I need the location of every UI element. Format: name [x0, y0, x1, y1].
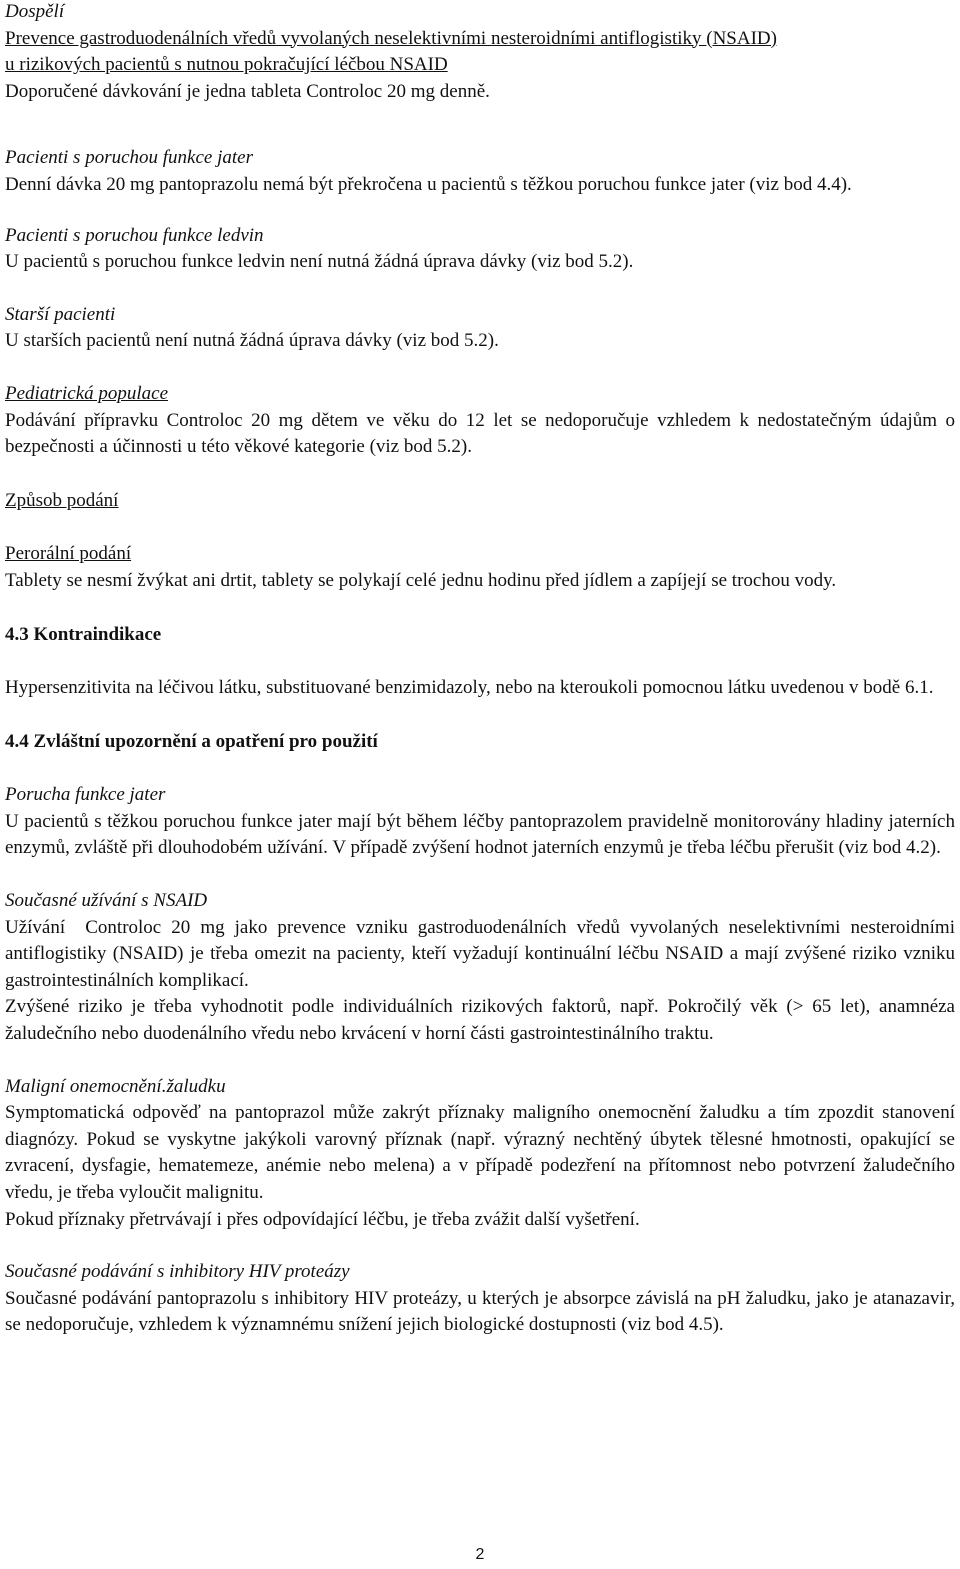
- document-page: [5, 0, 960, 1339]
- liver-heading: Pacienti s poruchou funkce jater: [5, 147, 253, 169]
- kidney-heading: Pacienti s poruchou funkce ledvin: [5, 224, 264, 246]
- nsaid-heading: Současné užívání s NSAID: [5, 890, 208, 912]
- warnings-heading: 4.4 Zvláštní upozornění a opatření pro použití: [5, 730, 378, 752]
- elderly-heading: Starší pacienti: [5, 303, 116, 325]
- oral-text: Tablety se nesmí žvýkat ani drtit, tablety se polykají celé jednu hodinu před jídlem a zapíjejí se trochou vody.: [5, 569, 837, 591]
- pediatric-text: Podávání přípravku Controloc 20 mg dětem ve věku do 12 let se nedoporučuje vzhledem k nedostatečným údajům o bezpečnosti a účinnosti u této věkové kategorie (viz bod 5.2).: [5, 409, 955, 458]
- prevention-title-line-2: u rizikových pacientů s nutnou pokračující léčbou NSAID: [5, 54, 448, 76]
- liver-text: Denní dávka 20 mg pantoprazolu nemá být překročena u pacientů s těžkou poruchou funkce jater (viz bod 4.4).: [5, 173, 852, 195]
- contraindications-heading: 4.3 Kontraindikace: [5, 623, 162, 645]
- hiv-text: Současné podávání pantoprazolu s inhibitory HIV proteázy, u kterých je absorpce závislá na pH žaludku, jako je atanazavir, se nedoporučuje, vzhledem k významnému snížení jejich biologické dostupnosti (viz bod 4.5).: [5, 1287, 955, 1336]
- nsaid-text-1: Užívání Controloc 20 mg jako prevence vzniku gastroduodenálních vředů vyvolaných neselektivními nesteroidními antiflogistiky (NSAID) je třeba omezit na pacienty, kteří vyžadují kontinuální léčbu NSAID a mají zvýšené riziko vzniku gastrointestinálních komplikací.: [5, 916, 960, 991]
- hiv-heading: Současné podávání s inhibitory HIV proteázy: [5, 1261, 350, 1283]
- adults-dosage: Doporučené dávkování je jedna tableta Controloc 20 mg denně.: [5, 80, 490, 102]
- adults-heading: Dospělí: [5, 1, 65, 22]
- prevention-title-line-1: Prevence gastroduodenálních vředů vyvolaných neselektivními nesteroidními antiflogistiky (NSAID): [5, 27, 777, 49]
- page-number: 2: [475, 1546, 485, 1563]
- kidney-text: U pacientů s poruchou funkce ledvin není nutná žádná úprava dávky (viz bod 5.2).: [5, 251, 634, 273]
- malign-heading: Maligní onemocnění.žaludku: [5, 1075, 226, 1097]
- pediatric-heading: Pediatrická populace: [5, 382, 169, 404]
- malign-text-1: Symptomatická odpověď na pantoprazol může zakrýt příznaky maligního onemocnění žaludku a tím zpozdit stanovení diagnózy. Pokud se vyskytne jakýkoli varovný příznak (např. výrazný nechtěný úbytek tělesné hmotnosti, opakující se zvracení, dysfagie, hematemeze, anémie nebo melena) a v případě podezření na přítomnost nebo potvrzení žaludečního vředu, je třeba vyloučit malignitu.: [5, 1102, 955, 1203]
- hepatic-text: U pacientů s těžkou poruchou funkce jater mají být během léčby pantoprazolem pravidelně monitorovány hladiny jaterních enzymů, zvláště při dlouhodobém užívání. V případě zvýšení hodnot jaterních enzymů je třeba léčbu přerušit (viz bod 4.2).: [5, 810, 955, 859]
- malign-text-2: Pokud příznaky přetrvávají i přes odpovídající léčbu, je třeba zvážit další vyšetření.: [5, 1208, 640, 1230]
- nsaid-text-2: Zvýšené riziko je třeba vyhodnotit podle individuálních rizikových faktorů, např. Pokročilý věk (> 65 let), anamnéza žaludečního nebo duodenálního vředu nebo krvácení v horní části gastrointestinálního traktu.: [5, 996, 955, 1045]
- contraindications-text: Hypersenzitivita na léčivou látku, substituované benzimidazoly, nebo na kteroukoli pomocnou látku uvedenou v bodě 6.1.: [5, 677, 934, 699]
- administration-heading: Způsob podání: [5, 489, 119, 511]
- hepatic-heading: Porucha funkce jater: [5, 784, 166, 806]
- oral-heading: Perorální podání: [5, 543, 132, 565]
- elderly-text: U starších pacientů není nutná žádná úprava dávky (viz bod 5.2).: [5, 330, 499, 352]
